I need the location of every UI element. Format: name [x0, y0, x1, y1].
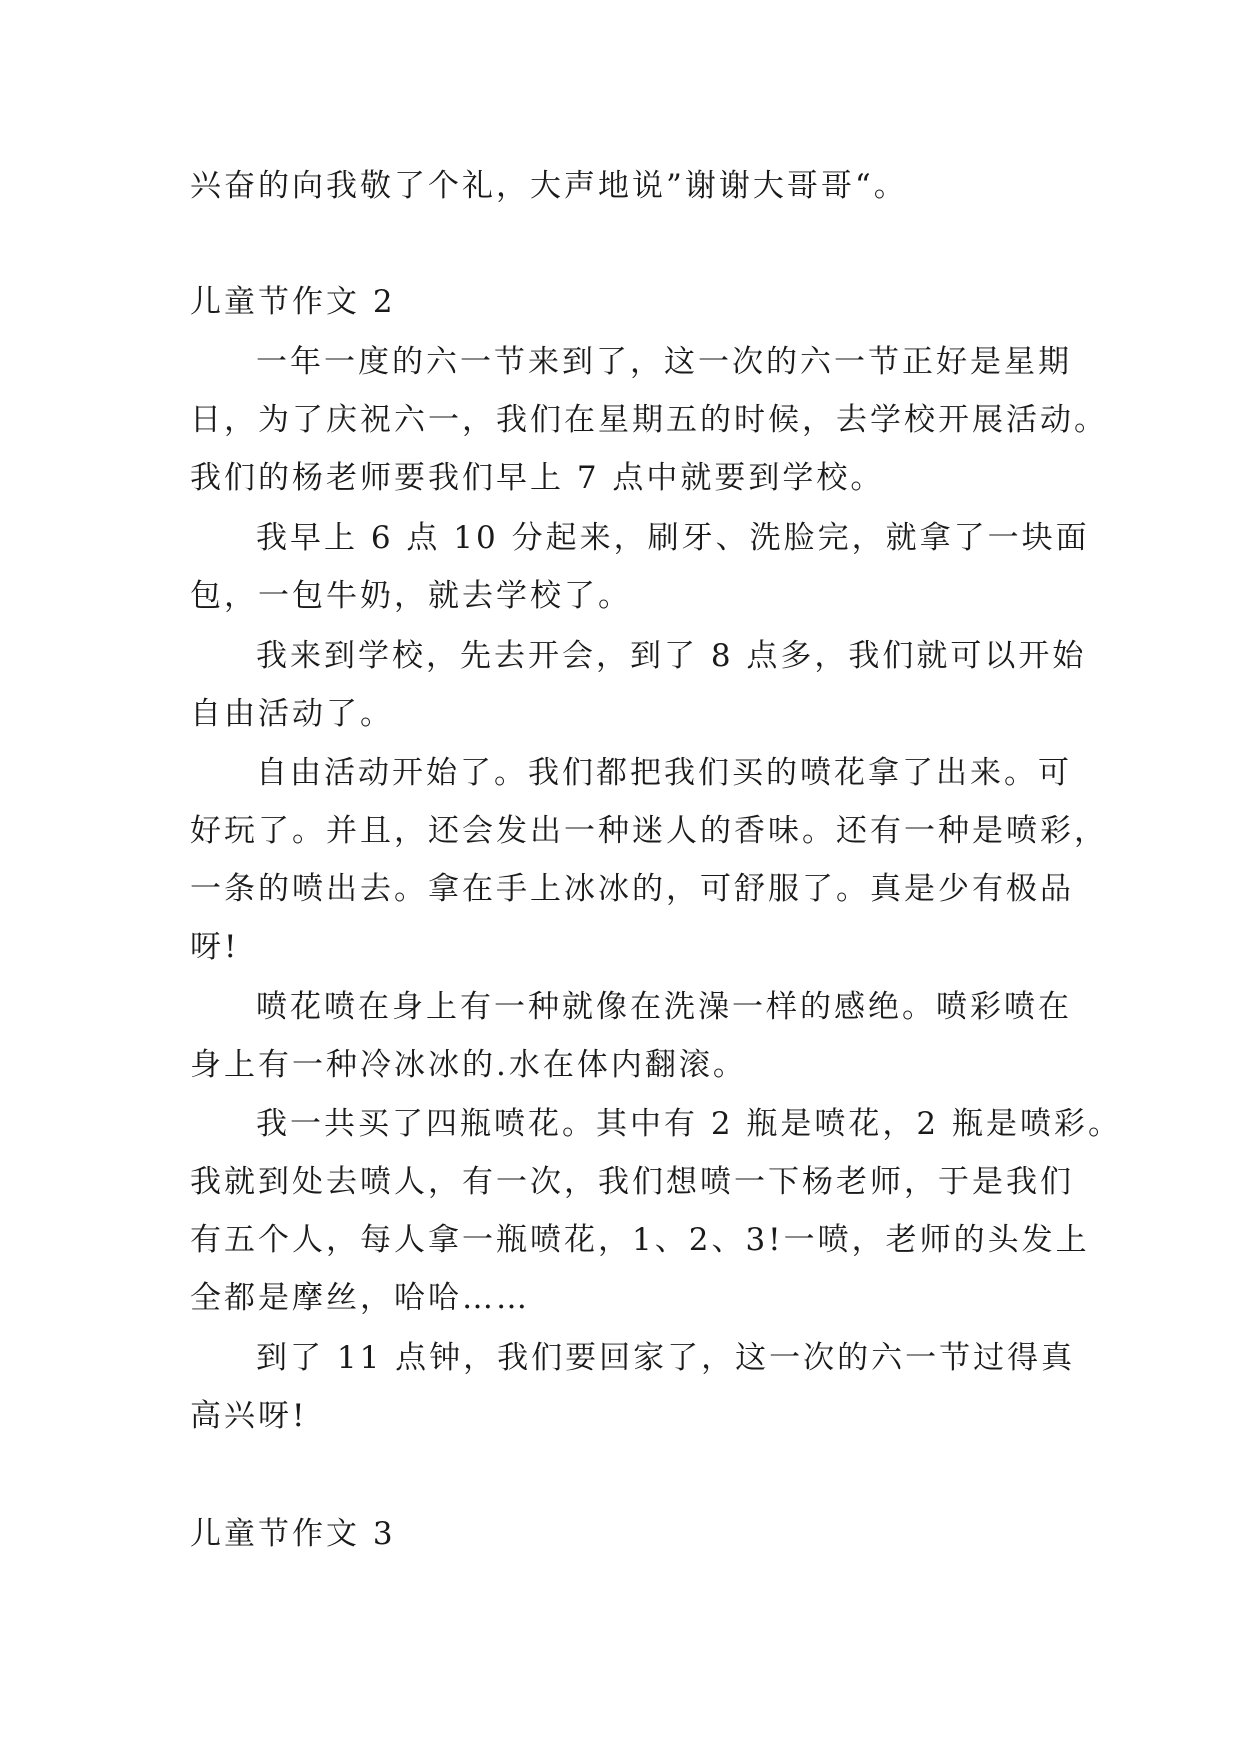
paragraph-line: 一年一度的六一节来到了，这一次的六一节正好是星期 [256, 344, 1072, 380]
paragraph-line: 高兴呀! [190, 1398, 308, 1434]
paragraph-line: 我就到处去喷人，有一次，我们想喷一下杨老师，于是我们 [190, 1164, 1074, 1200]
paragraph-line: 我早上 6 点 10 分起来，刷牙、洗脸完，就拿了一块面 [256, 520, 1090, 556]
paragraph-line: 我们的杨老师要我们早上 7 点中就要到学校。 [190, 460, 885, 496]
paragraph-line: 包，一包牛奶，就去学校了。 [190, 578, 632, 614]
paragraph-line: 我来到学校，先去开会，到了 8 点多，我们就可以开始 [256, 638, 1087, 674]
paragraph-line: 喷花喷在身上有一种就像在洗澡一样的感绝。喷彩喷在 [256, 989, 1072, 1025]
paragraph-line: 全都是摩丝，哈哈…… [190, 1280, 530, 1316]
section-heading: 儿童节作文 3 [190, 1516, 396, 1552]
paragraph-line: 身上有一种冷冰冰的.水在体内翻滚。 [190, 1047, 747, 1083]
paragraph-line: 到了 11 点钟，我们要回家了，这一次的六一节过得真 [256, 1340, 1076, 1376]
section-heading: 儿童节作文 2 [190, 284, 396, 320]
paragraph-line: 自由活动开始了。我们都把我们买的喷花拿了出来。可 [256, 755, 1072, 791]
paragraph-line: 自由活动了。 [190, 696, 394, 732]
paragraph-line: 日，为了庆祝六一，我们在星期五的时候，去学校开展活动。 [190, 402, 1108, 438]
paragraph-line: 好玩了。并且，还会发出一种迷人的香味。还有一种是喷彩， [190, 813, 1108, 849]
text-line: 兴奋的向我敬了个礼，大声地说”谢谢大哥哥“。 [190, 168, 908, 204]
paragraph-line: 我一共买了四瓶喷花。其中有 2 瓶是喷花，2 瓶是喷彩。 [256, 1106, 1123, 1142]
paragraph-line: 呀! [190, 929, 240, 965]
paragraph-line: 有五个人，每人拿一瓶喷花，1、2、3!一喷，老师的头发上 [190, 1222, 1090, 1258]
paragraph-line: 一条的喷出去。拿在手上冰冰的，可舒服了。真是少有极品 [190, 871, 1074, 907]
